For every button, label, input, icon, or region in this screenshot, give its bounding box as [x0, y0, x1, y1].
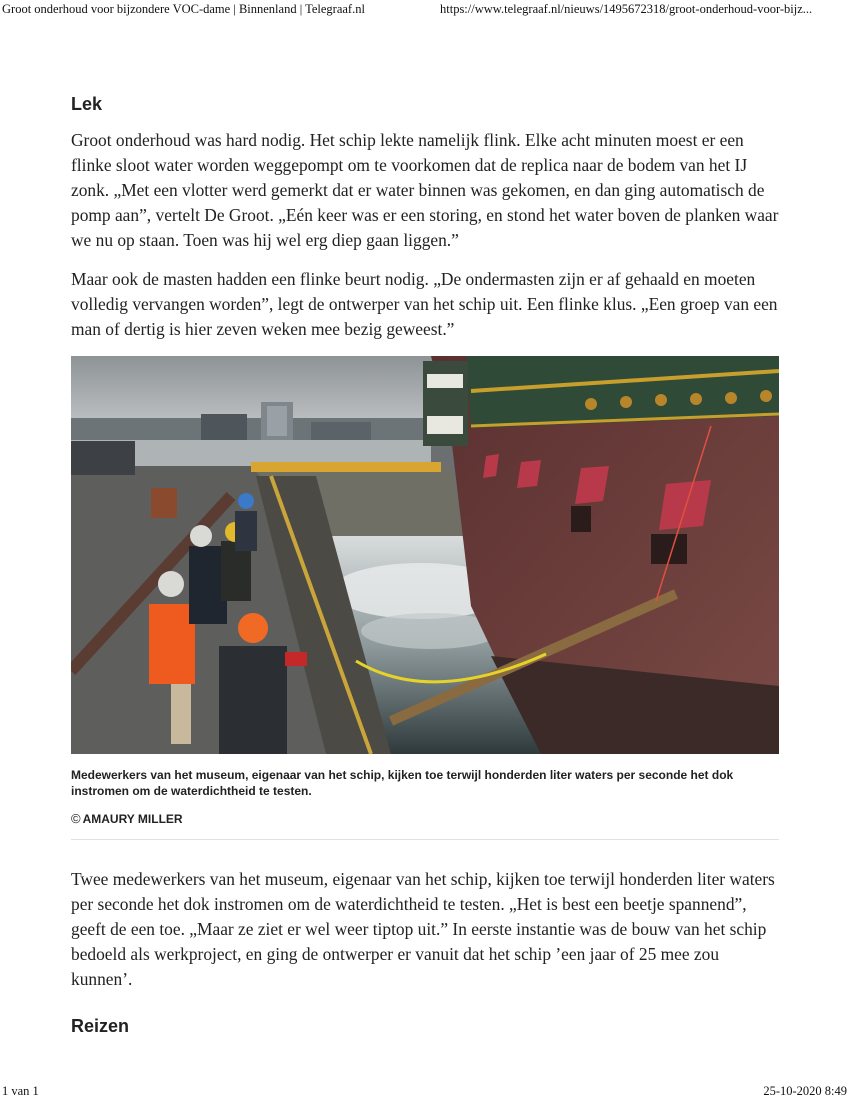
- article-paragraph: Groot onderhoud was hard nodig. Het schip lekte namelijk flink. Elke acht minuten moest er een flinke sloot water worden weggepompt om te voorkomen dat de replica naar de bodem van het IJ zonk. „Met een vlotter werd gemerkt dat er water binnen was gekomen, en dan ging automatisch de pomp aan”, vertelt De Groot. „Eén keer was er een storing, en stond het water boven de planken waar we nu op staan. Toen was hij wel erg diep gaan liggen.”: [71, 130, 779, 250]
- print-header: [0, 2, 850, 18]
- article-body: [71, 92, 779, 1054]
- photo-caption: Medewerkers van het museum, eigenaar van het schip, kijken toe terwijl honderden liter waters per seconde het dok instromen om de waterdichtheid te testen.: [71, 768, 734, 798]
- print-page-title: Groot onderhoud voor bijzondere VOC-dame | Binnenland | Telegraaf.nl: [2, 2, 365, 16]
- print-footer: [0, 1084, 850, 1100]
- print-datetime: 25-10-2020 8:49: [763, 1084, 847, 1098]
- ship-drydock-photo: [71, 356, 779, 754]
- article-photo: [71, 356, 779, 754]
- photo-credit: [71, 811, 779, 827]
- article-paragraph: Maar ook de masten hadden een flinke beurt nodig. „De ondermasten zijn er af gehaald en moeten volledig vervangen worden”, legt de ontwerper van het schip uit. Een flinke klus. „Een groep van een man of dertig is hier zeven weken mee bezig geweest.”: [71, 269, 778, 339]
- article-paragraph: Twee medewerkers van het museum, eigenaar van het schip, kijken toe terwijl honderden liter waters per seconde het dok instromen om de waterdichtheid te testen. „Het is best een beetje spannend”, geeft de een toe. „Maar ze ziet er wel weer tiptop uit.” In eerste instantie was de bouw van het schip bedoeld als werkproject, en ging de ontwerper er vanuit dat het schip ’een jaar of 25 mee zou kunnen’.: [71, 869, 775, 989]
- copyright-icon: ©: [71, 811, 81, 826]
- print-page-url: https://www.telegraaf.nl/nieuws/1495672318/groot-onderhoud-voor-bijz...: [440, 2, 813, 16]
- print-page-number: 1 van 1: [2, 1084, 39, 1098]
- section-heading-lek: Lek: [71, 94, 103, 114]
- photo-credit-name: AMAURY MILLER: [82, 812, 183, 826]
- section-heading-reizen: Reizen: [71, 1016, 130, 1036]
- divider: [71, 839, 779, 840]
